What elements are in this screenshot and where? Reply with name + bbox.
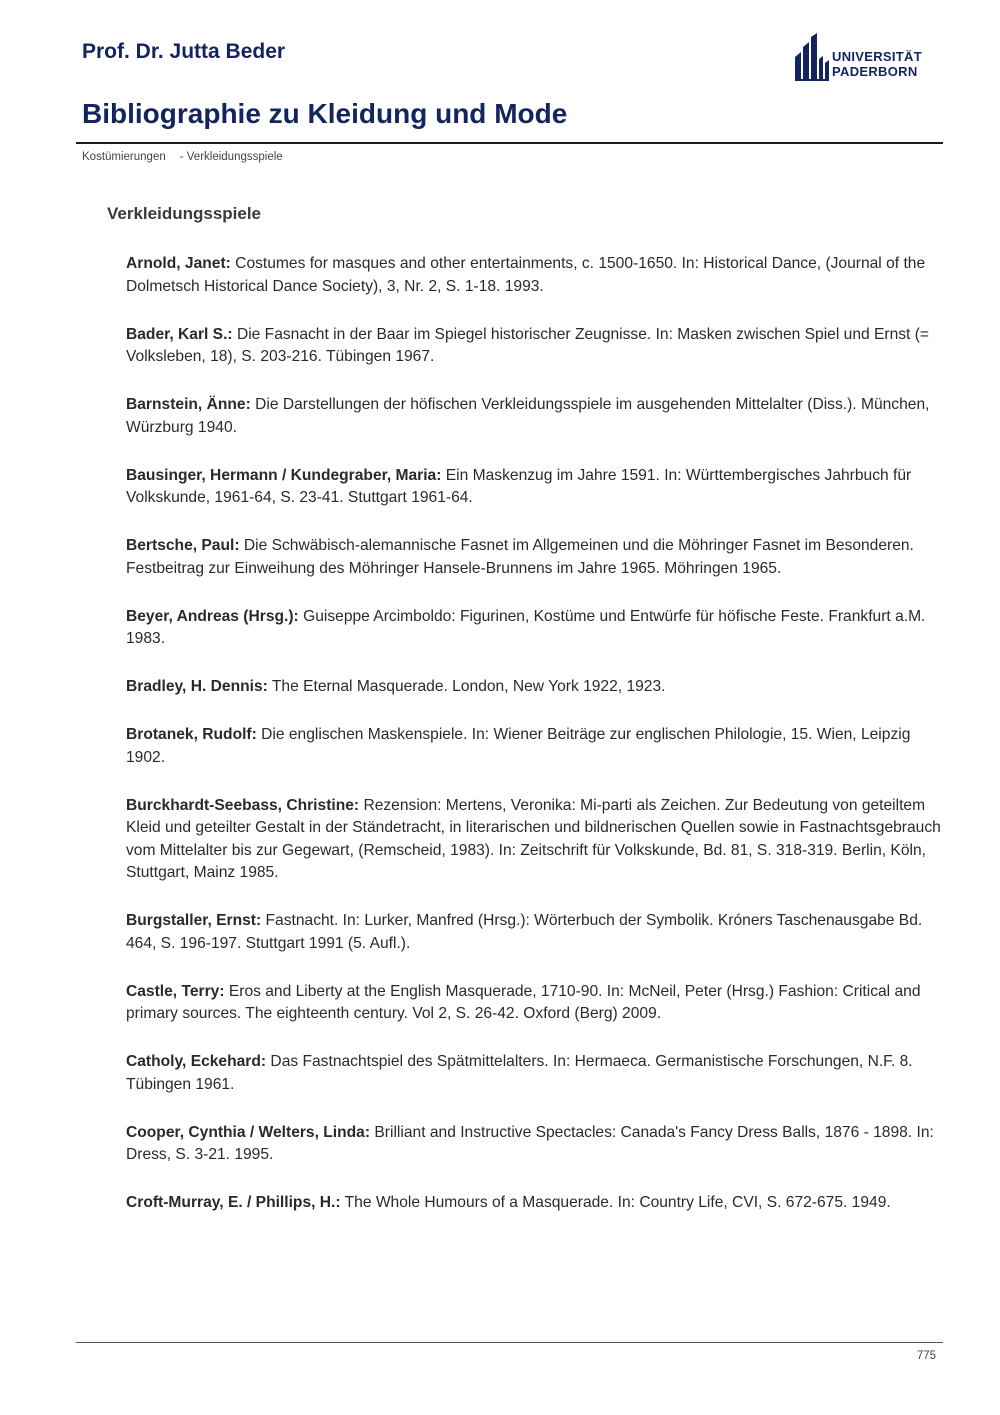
entry-author: Bradley, H. Dennis: <box>126 678 268 695</box>
bibliography-entry <box>126 535 941 580</box>
entry-author: Burgstaller, Ernst: <box>126 912 262 929</box>
entry-author: Castle, Terry: <box>126 982 225 1000</box>
bibliography-entry <box>126 394 941 439</box>
entry-text: Costumes for masques and other entertainments, c. 1500-1650. In: Historical Dance, (Journal of the Dolmetsch Historical Dance Society), 3, Nr. 2, S. 1-18. 1993. <box>126 255 926 295</box>
bibliography-entry <box>126 724 941 769</box>
entry-author: Burckhardt-Seebass, Christine: <box>126 796 360 814</box>
bibliography-list <box>126 253 941 1240</box>
page-number: 775 <box>916 1350 936 1362</box>
bibliography-entry <box>126 1192 941 1215</box>
section-heading: Verkleidungsspiele <box>107 204 262 223</box>
entry-text: Brilliant and Instructive Spectacles: Canada's Fancy Dress Balls, 1876 - 1898. In: Dress, S. 3-21. 1995. <box>126 1123 934 1163</box>
logo-text-line2: PADERBORN <box>832 64 918 79</box>
bibliography-entry <box>126 910 941 955</box>
entry-text: The Whole Humours of a Masquerade. In: Country Life, CVI, S. 672-675. 1949. <box>340 1194 891 1211</box>
entry-author: Bertsche, Paul: <box>126 537 240 554</box>
entry-text: Guiseppe Arcimboldo: Figurinen, Kostüme und Entwürfe für höfische Feste. Frankfurt a.M. 1983. <box>126 607 926 647</box>
entry-text: Die englischen Maskenspiele. In: Wiener Beiträge zur englischen Philologie, 15. Wien, Leipzig 1902. <box>126 726 911 766</box>
entry-text: Das Fastnachtspiel des Spätmittelalters. In: Hermaeca. Germanistische Forschungen, N.F. 8. Tübingen 1961. <box>126 1053 913 1093</box>
entry-author: Barnstein, Änne: <box>126 396 251 413</box>
bibliography-entry <box>126 606 941 651</box>
title-divider <box>76 142 943 144</box>
bibliography-entry <box>126 465 941 510</box>
entry-text: Die Fasnacht in der Baar im Spiegel historischer Zeugnisse. In: Masken zwischen Spiel und Ernst (= Volksleben, 18), S. 203-216. Tübingen 1967. <box>126 325 930 365</box>
author-name: Prof. Dr. Jutta Beder <box>82 40 286 63</box>
entry-author: Beyer, Andreas (Hrsg.): <box>126 607 299 625</box>
entry-author: Croft-Murray, E. / Phillips, H.: <box>126 1194 341 1211</box>
entry-author: Catholy, Eckehard: <box>126 1053 267 1070</box>
entry-author: Bausinger, Hermann / Kundegraber, Maria: <box>126 466 442 484</box>
entry-author: Brotanek, Rudolf: <box>126 726 257 743</box>
footer-divider <box>76 1342 943 1343</box>
bibliography-entry <box>126 676 941 699</box>
entry-text: Fastnacht. In: Lurker, Manfred (Hrsg.): Wörterbuch der Symbolik. Króners Taschenausgabe Bd. 464, S. 196-197. Stuttgart 1991 (5. Aufl.). <box>126 912 923 952</box>
university-paderborn-logo-icon <box>795 33 829 81</box>
entry-author: Cooper, Cynthia / Welters, Linda: <box>126 1123 371 1141</box>
entry-text: Ein Maskenzug im Jahre 1591. In: Württembergisches Jahrbuch für Volkskunde, 1961-64, S. 23-41. Stuttgart 1961-64. <box>126 466 912 506</box>
entry-text: Die Schwäbisch-alemannische Fasnet im Allgemeinen und die Möhringer Fasnet im Besonderen. Festbeitrag zur Einweihung des Möhringer Hansele-Brunnens im Jahre 1965. Möhringen 1965. <box>126 537 914 577</box>
entry-text: Die Darstellungen der höfischen Verkleidungsspiele im ausgehenden Mittelalter (Diss.). München, Würzburg 1940. <box>126 396 930 436</box>
document-title: Bibliographie zu Kleidung und Mode <box>82 98 568 129</box>
entry-author: Bader, Karl S.: <box>126 325 233 343</box>
bibliography-entry <box>126 1051 941 1096</box>
breadcrumb-item-kostuemierungen: Kostümierungen <box>82 151 166 163</box>
entry-text: Rezension: Mertens, Veronika: Mi-parti als Zeichen. Zur Bedeutung von geteiltem Kleid und geteilter Gestalt in der Ständetracht, in literarischen und bildnerischen Quellen sowie in Fastnachtsgebrauch vom Mittelalter bis zur Gegewart, (Remscheid, 1983). In: Zeitschrift für Volkskunde, Bd. 81, S. 318-319. Berlin, Köln, Stuttgart, Mainz 1985. <box>126 796 941 881</box>
bibliography-entry <box>126 253 941 298</box>
bibliography-entry <box>126 324 941 369</box>
entry-text: The Eternal Masquerade. London, New York 1922, 1923. <box>267 678 666 695</box>
bibliography-entry <box>126 795 941 885</box>
university-logo <box>795 33 935 81</box>
entry-text: Eros and Liberty at the English Masquerade, 1710-90. In: McNeil, Peter (Hrsg.) Fashion: Critical and primary sources. The eighteenth century. Vol 2, S. 26-42. Oxford (Berg) 2009. <box>126 982 921 1022</box>
entry-author: Arnold, Janet: <box>126 255 231 272</box>
bibliography-entry <box>126 1122 941 1167</box>
breadcrumb-item-verkleidungsspiele: - Verkleidungsspiele <box>179 151 283 163</box>
logo-text-line1: UNIVERSITÄT <box>832 49 922 64</box>
bibliography-entry <box>126 981 941 1026</box>
breadcrumb <box>82 151 283 163</box>
